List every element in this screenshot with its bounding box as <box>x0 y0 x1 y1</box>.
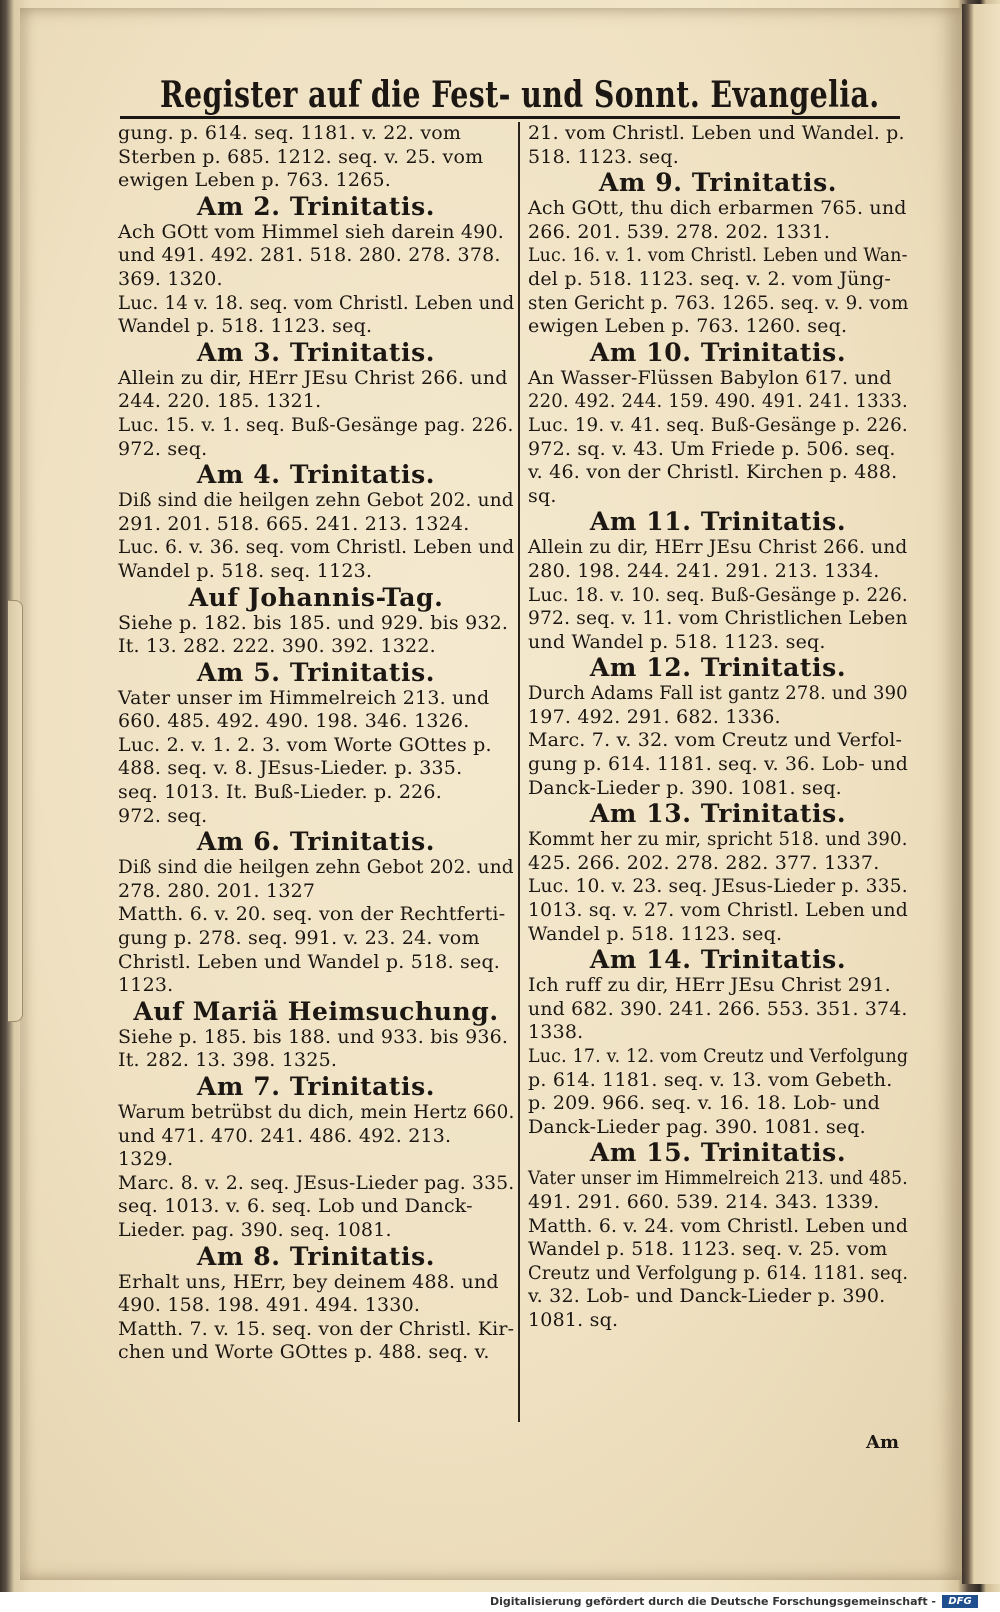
text-line: p. 209. 966. seq. v. 16. 18. Lob- und <box>528 1092 880 1115</box>
text-line: v. 32. Lob- und Danck-Lieder p. 390. <box>528 1285 886 1308</box>
text-line: Sterben p. 685. 1212. seq. v. 25. vom <box>118 145 484 168</box>
column-divider <box>518 122 520 1422</box>
text-line: An Wasser-Flüssen Babylon 617. und <box>528 366 892 389</box>
text-line: 425. 266. 202. 278. 282. 377. 1337. <box>528 851 880 874</box>
facing-page-edge <box>962 4 1000 1584</box>
text-line: 660. 485. 492. 490. 198. 346. 1326. <box>118 710 470 733</box>
section-heading: Am 5. Trinitatis. <box>196 657 436 687</box>
section-heading: Auf Johannis-Tag. <box>188 582 444 612</box>
text-line: Diß sind die heilgen zehn Gebot 202. und <box>118 489 514 512</box>
text-line: 488. seq. v. 8. JEsus-Lieder. p. 335. <box>118 757 463 780</box>
text-line: Wandel p. 518. 1123. seq. <box>528 922 783 945</box>
text-line: 491. 291. 660. 539. 214. 343. 1339. <box>528 1190 880 1213</box>
text-line: Luc. 10. v. 23. seq. JEsus-Lieder p. 335. <box>528 875 908 898</box>
text-line: 1123. <box>118 974 174 997</box>
text-line: v. 46. von der Christl. Kirchen p. 488. <box>528 461 898 484</box>
text-line: und 491. 492. 281. 518. 280. 278. 378. <box>118 244 501 267</box>
text-line: Kommt her zu mir, spricht 518. und 390. <box>528 828 908 851</box>
text-line: und 471. 470. 241. 486. 492. 213. <box>118 1124 452 1147</box>
section-heading: Am 8. Trinitatis. <box>196 1241 436 1271</box>
text-line: Luc. 6. v. 36. seq. vom Christl. Leben und <box>118 536 515 559</box>
text-line: Luc. 19. v. 41. seq. Buß-Gesänge p. 226. <box>528 413 908 436</box>
left-column <box>118 122 514 1412</box>
section-heading: Am 3. Trinitatis. <box>196 337 436 367</box>
text-line: Luc. 17. v. 12. vom Creutz und Verfolgung <box>528 1045 909 1067</box>
text-line: 972. seq. <box>118 437 208 460</box>
text-line: 490. 158. 198. 491. 494. 1330. <box>118 1294 421 1317</box>
text-line: Matth. 6. v. 20. seq. von der Rechtferti- <box>118 903 506 926</box>
text-line: 197. 492. 291. 682. 1336. <box>528 705 781 728</box>
text-line: Danck-Lieder p. 390. 1081. seq. <box>528 776 842 799</box>
text-line: 369. 1320. <box>118 267 223 290</box>
page-tab-marker <box>8 600 23 1022</box>
text-line: Lieder. pag. 390. seq. 1081. <box>118 1218 392 1241</box>
catchword: Am <box>866 1432 900 1453</box>
text-line: Vater unser im Himmelreich 213. und 485. <box>528 1167 908 1190</box>
text-line: sten Gericht p. 763. 1265. seq. v. 9. vom <box>528 291 909 314</box>
text-line: gung p. 278. seq. 991. v. 23. 24. vom <box>118 927 480 950</box>
text-line: 278. 280. 201. 1327 <box>118 879 316 902</box>
running-head: Register auf die Fest- und Sonnt. Evangelia. <box>160 74 880 116</box>
text-line: Matth. 6. v. 24. vom Christl. Leben und <box>528 1214 909 1237</box>
text-line: Ach GOtt vom Himmel sieh darein 490. <box>118 220 504 243</box>
text-line: Marc. 8. v. 2. seq. JEsus-Lieder pag. 335. <box>118 1171 515 1194</box>
text-line: 972. seq. v. 11. vom Christlichen Leben <box>528 607 908 630</box>
text-line: Luc. 16. v. 1. vom Christl. Leben und Wan- <box>528 244 908 267</box>
right-column <box>528 122 908 1412</box>
text-line: 972. sq. v. 43. Um Friede p. 506. seq. <box>528 437 896 460</box>
text-line: Luc. 18. v. 10. seq. Buß-Gesänge p. 226. <box>528 583 908 606</box>
text-line: Wandel p. 518. 1123. seq. v. 25. vom <box>528 1238 888 1261</box>
text-line: Vater unser im Himmelreich 213. und <box>118 686 490 709</box>
text-line: Luc. 2. v. 1. 2. 3. vom Worte GOttes p. <box>118 733 492 756</box>
text-line: seq. 1013. v. 6. seq. Lob und Danck- <box>118 1195 473 1218</box>
dfg-logo: DFG <box>942 1595 978 1608</box>
text-line: Allein zu dir, HErr JEsu Christ 266. und <box>528 536 908 559</box>
section-heading: Am 9. Trinitatis. <box>598 168 838 198</box>
text-line: Wandel p. 518. 1123. seq. <box>118 315 373 338</box>
text-line: Diß sind die heilgen zehn Gebot 202. und <box>118 856 514 879</box>
text-line: Marc. 7. v. 32. vom Creutz und Verfol- <box>528 729 903 752</box>
text-line: Siehe p. 182. bis 185. und 929. bis 932. <box>118 611 509 634</box>
text-line: Luc. 14 v. 18. seq. vom Christl. Leben und <box>118 291 515 314</box>
text-line: Durch Adams Fall ist gantz 278. und 390 <box>528 682 908 705</box>
text-line: Wandel p. 518. seq. 1123. <box>118 559 373 582</box>
text-line: 1338. <box>528 1021 584 1044</box>
section-heading: Am 6. Trinitatis. <box>196 827 436 857</box>
text-line: 280. 198. 244. 241. 291. 213. 1334. <box>528 559 880 582</box>
text-line: del p. 518. 1123. seq. v. 2. vom Jüng- <box>528 267 892 290</box>
text-line: 21. vom Christl. Leben und Wandel. p. <box>528 122 905 144</box>
text-line: sq. <box>528 484 557 507</box>
text-line: Creutz und Verfolgung p. 614. 1181. seq. <box>528 1261 909 1284</box>
text-line: p. 614. 1181. seq. v. 13. vom Gebeth. <box>528 1068 893 1091</box>
section-heading: Am 11. Trinitatis. <box>589 507 847 537</box>
text-line: Erhalt uns, HErr, bey deinem 488. und <box>118 1270 499 1293</box>
section-heading: Am 14. Trinitatis. <box>589 945 847 975</box>
text-line: 266. 201. 539. 278. 202. 1331. <box>528 220 831 243</box>
text-line: Siehe p. 185. bis 188. und 933. bis 936. <box>118 1025 509 1048</box>
text-line: Ich ruff zu dir, HErr JEsu Christ 291. <box>528 974 891 997</box>
text-line: 244. 220. 185. 1321. <box>118 390 322 413</box>
text-line: 291. 201. 518. 665. 241. 213. 1324. <box>118 512 470 535</box>
text-line: Warum betrübst du dich, mein Hertz 660. <box>118 1101 515 1123</box>
text-line: Luc. 15. v. 1. seq. Buß-Gesänge pag. 226. <box>118 413 514 436</box>
text-line: und Wandel p. 518. 1123. seq. <box>528 630 826 653</box>
text-line: chen und Worte GOttes p. 488. seq. v. <box>118 1341 490 1364</box>
footer-credit: Digitalisierung gefördert durch die Deutsche Forschungsgemeinschaft - <box>489 1595 936 1608</box>
text-line: gung p. 614. 1181. seq. v. 36. Lob- und <box>528 753 908 776</box>
text-line: Danck-Lieder pag. 390. 1081. seq. <box>528 1115 866 1138</box>
text-line: Ach GOtt, thu dich erbarmen 765. und <box>528 197 907 220</box>
text-line: ewigen Leben p. 763. 1265. <box>118 169 391 192</box>
text-line: It. 13. 282. 222. 390. 392. 1322. <box>118 635 436 658</box>
text-line: Allein zu dir, HErr JEsu Christ 266. und <box>118 366 508 389</box>
text-line: 220. 492. 244. 159. 490. 491. 241. 1333. <box>528 390 908 413</box>
section-heading: Am 13. Trinitatis. <box>589 799 847 829</box>
text-line: 972. seq. <box>118 804 208 827</box>
section-heading: Am 15. Trinitatis. <box>589 1138 847 1168</box>
text-line: ewigen Leben p. 763. 1260. seq. <box>528 315 848 338</box>
section-heading: Am 2. Trinitatis. <box>196 191 436 221</box>
text-line: 1013. sq. v. 27. vom Christl. Leben und <box>528 899 908 922</box>
section-heading: Am 4. Trinitatis. <box>196 460 436 490</box>
text-line: gung. p. 614. seq. 1181. v. 22. vom <box>118 122 462 144</box>
section-heading: Am 12. Trinitatis. <box>589 653 847 683</box>
section-heading: Am 10. Trinitatis. <box>589 337 847 367</box>
text-line: Christl. Leben und Wandel p. 518. seq. <box>118 950 501 973</box>
text-line: It. 282. 13. 398. 1325. <box>118 1049 338 1072</box>
text-line: 1081. sq. <box>528 1308 619 1331</box>
text-line: 1329. <box>118 1148 174 1171</box>
text-line: und 682. 390. 241. 266. 553. 351. 374. <box>528 997 908 1020</box>
header-rule <box>120 116 900 119</box>
text-line: seq. 1013. It. Buß-Lieder. p. 226. <box>118 781 442 804</box>
section-heading: Am 7. Trinitatis. <box>196 1072 436 1101</box>
text-line: Matth. 7. v. 15. seq. von der Christl. Kir- <box>118 1317 515 1340</box>
section-heading: Auf Mariä Heimsuchung. <box>133 996 499 1026</box>
text-line: 518. 1123. seq. <box>528 145 679 168</box>
